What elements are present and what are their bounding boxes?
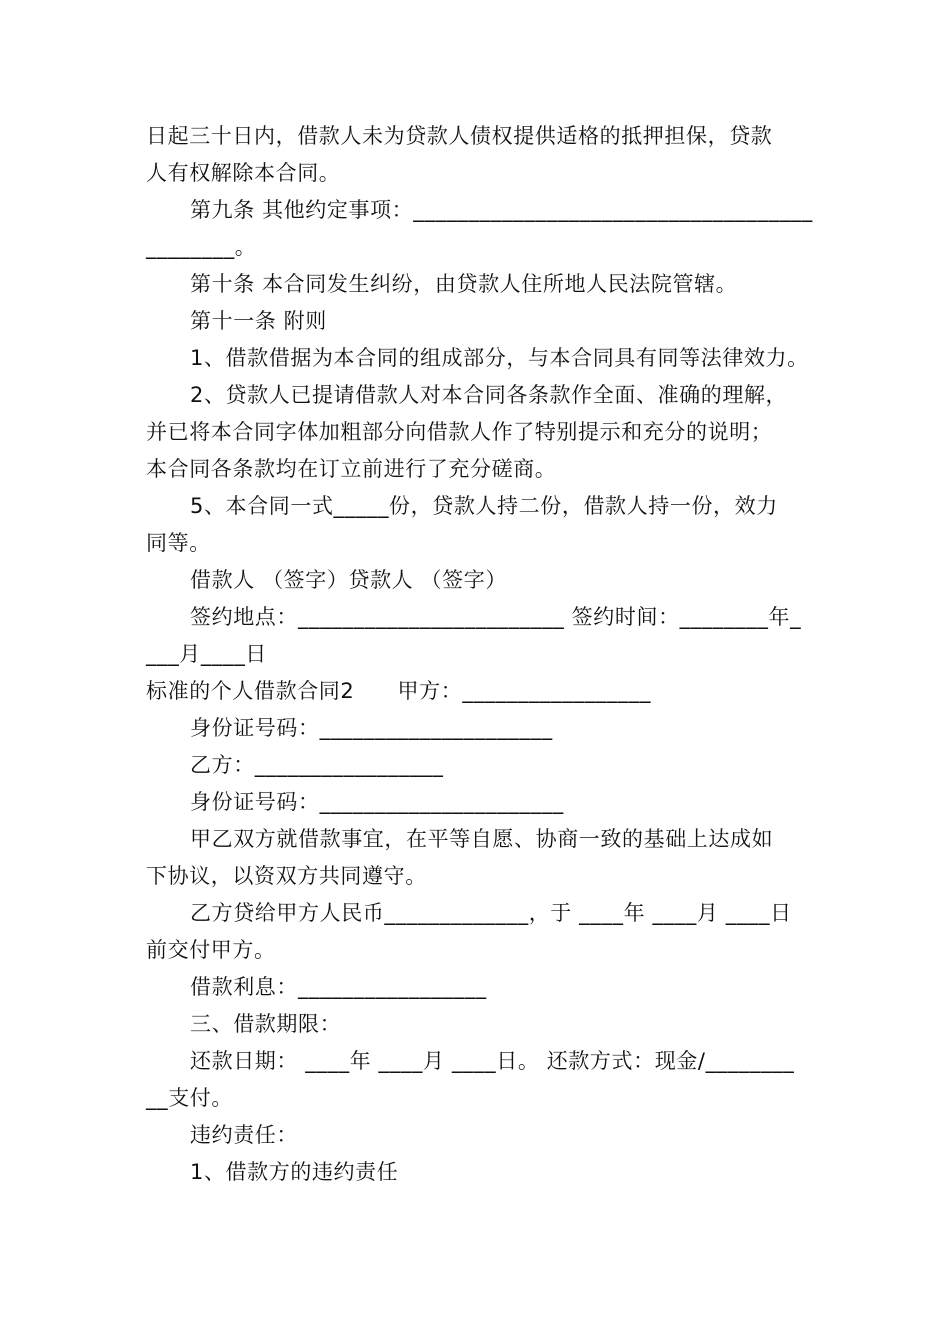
paragraph-line: 日起三十日内，借款人未为贷款人债权提供适格的抵押担保，贷款 (146, 124, 773, 148)
agreement-intro-line: 甲乙双方就借款事宜，在平等自愿、协商一致的基础上达成如 (190, 827, 774, 851)
party-b-line: 乙方：_________________ (190, 753, 444, 777)
loan-interest-line: 借款利息：_________________ (190, 975, 487, 999)
clause-1-line: 1、借款借据为本合同的组成部分，与本合同具有同等法律效力。 (190, 346, 809, 370)
article-9-line: 第九条 其他约定事项：____________________________________ (190, 198, 813, 222)
repayment-line: 还款日期： ____年 ____月 ____日。 还款方式：现金/________ (190, 1049, 795, 1073)
paragraph-line: 同等。 (146, 531, 211, 555)
breach-heading: 违约责任： (190, 1123, 298, 1147)
clause-5-line: 5、本合同一式_____份，贷款人持二份，借款人持一份，效力 (190, 494, 778, 518)
paragraph-line: 人有权解除本合同。 (146, 161, 341, 185)
paragraph-line: 本合同各条款均在订立前进行了充分磋商。 (146, 457, 557, 481)
paragraph-line: 前交付甲方。 (146, 938, 276, 962)
signing-place-line: 签约地点：________________________ 签约时间：________年_ (190, 605, 802, 629)
article-10-line: 第十条 本合同发生纠纷，由贷款人住所地人民法院管辖。 (190, 272, 738, 296)
article-11-heading: 第十一条 附则 (190, 309, 327, 333)
party-a-id-line: 身份证号码：_____________________ (190, 716, 553, 740)
party-b-id-line: 身份证号码：______________________ (190, 790, 564, 814)
signature-line: 借款人 （签字）贷款人 （签字） (190, 568, 507, 592)
paragraph-line: __支付。 (146, 1086, 233, 1110)
contract-2-title-line: 标准的个人借款合同2 甲方：_________________ (146, 679, 652, 703)
paragraph-line: 下协议，以资双方共同遵守。 (146, 864, 427, 888)
loan-term-heading: 三、借款期限： (190, 1012, 342, 1036)
loan-amount-line: 乙方贷给甲方人民币_____________，于 ____年 ____月 ____日 (190, 901, 792, 925)
paragraph-line: ___月____日 (146, 642, 267, 666)
clause-2-line: 2、贷款人已提请借款人对本合同各条款作全面、准确的理解， (190, 383, 788, 407)
paragraph-line: 并已将本合同字体加粗部分向借款人作了特别提示和充分的说明； (146, 420, 773, 444)
paragraph-line: ________。 (146, 235, 257, 259)
borrower-breach-line: 1、借款方的违约责任 (190, 1160, 399, 1184)
